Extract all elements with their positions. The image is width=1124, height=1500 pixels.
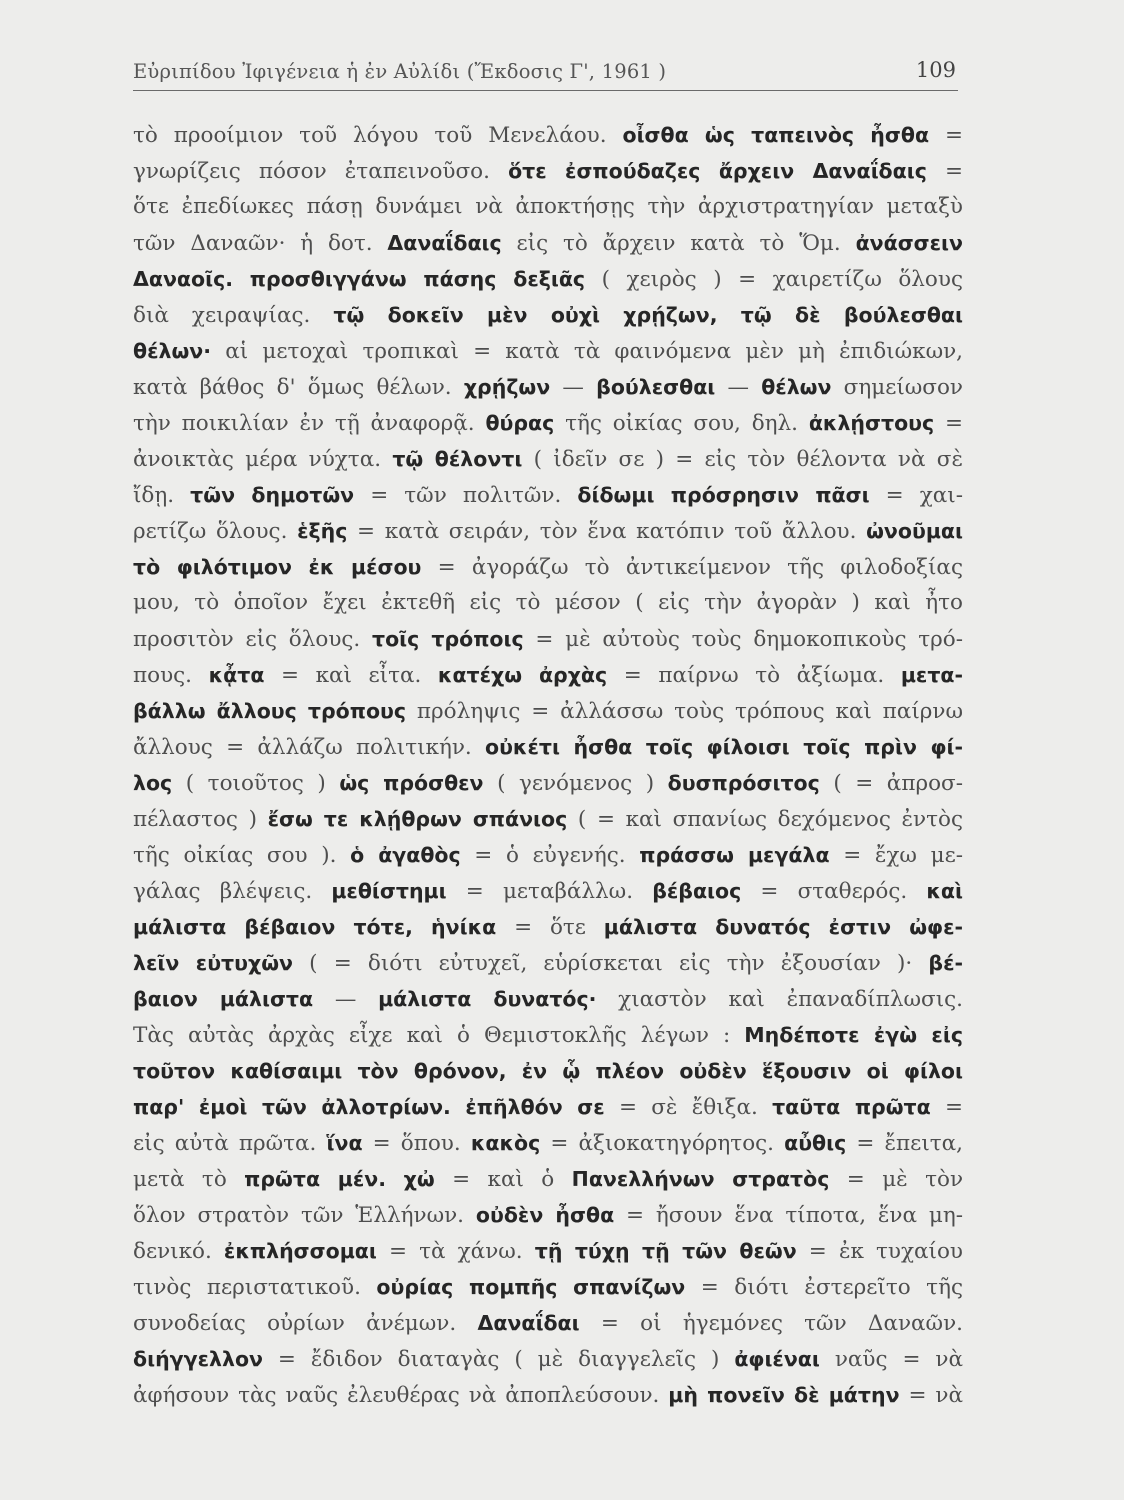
text-line <box>133 477 963 513</box>
lemma-term: ὠνοῦμαι <box>866 519 963 543</box>
gloss-text: ( = ἀπροσ- <box>819 771 963 796</box>
lemma-term: δίδωμι πρόσρησιν πᾶσι <box>577 483 870 507</box>
gloss-text: = <box>930 1095 963 1120</box>
text-line <box>133 513 963 549</box>
text-line <box>133 909 963 945</box>
lemma-term: βούλεσθαι <box>596 375 716 399</box>
lemma-term: θέλων <box>761 375 832 399</box>
lemma-term: ἔσω τε κλῄθρων σπάνιος <box>267 807 568 831</box>
page-number: 109 <box>915 58 956 82</box>
lemma-term: ἵνα <box>326 1131 363 1155</box>
lemma-term: βέ- <box>928 951 963 975</box>
gloss-text: = διότι ἐστερεῖτο τῆς <box>685 1275 963 1300</box>
lemma-term: μάλιστα δυνατός· <box>378 987 597 1011</box>
lemma-term: ὡς πρόσθεν <box>339 771 484 795</box>
gloss-text: πους. <box>133 663 209 688</box>
gloss-text: γάλας βλέψεις. <box>133 879 332 904</box>
lemma-term: καὶ <box>926 879 963 903</box>
text-line <box>133 1017 963 1053</box>
text-line <box>133 1125 963 1161</box>
gloss-text: προσιτὸν εἰς ὅλους. <box>133 627 373 652</box>
gloss-text: = ἀγοράζω τὸ ἀντικείμενον τῆς φιλοδοξίας <box>421 555 963 580</box>
gloss-text: = μὲ αὐτοὺς τοὺς δημοκοπικοὺς τρό- <box>523 627 963 652</box>
gloss-text: διὰ χειραψίας. <box>133 303 334 328</box>
gloss-text: = τῶν πολιτῶν. <box>354 483 578 508</box>
text-line <box>133 1341 963 1377</box>
commentary-body <box>133 117 963 1413</box>
gloss-text: ναῦς = νὰ <box>819 1347 963 1372</box>
gloss-text: = <box>926 159 963 184</box>
gloss-text: τῆς οἰκίας σου ). <box>133 843 351 868</box>
gloss-text: συνοδείας οὐρίων ἀνέμων. <box>133 1311 478 1336</box>
lemma-term: τῷ δοκεῖν μὲν οὐχὶ χρῄζων, τῷ δὲ βούλεσθαι <box>333 303 963 327</box>
gloss-text: = μεταβάλλω. <box>446 879 653 904</box>
text-line <box>133 621 963 657</box>
lemma-term: ἐκπλήσσομαι <box>223 1239 377 1263</box>
text-line <box>133 225 963 261</box>
lemma-term: Πανελλήνων στρατὸς <box>571 1167 830 1191</box>
lemma-term: Μηδέποτε ἐγὼ εἰς <box>744 1023 963 1047</box>
gloss-text: = καὶ εἶτα. <box>264 663 438 688</box>
gloss-text: ( γενόμενος ) <box>483 771 668 796</box>
gloss-text: = ὅπου. <box>362 1131 471 1156</box>
lemma-term: μεθίστημι <box>331 879 447 903</box>
gloss-text: ὅτε ἐπεδίωκες πάσῃ δυνάμει νὰ ἀποκτήσῃς τὴν ἀρχιστρατηγίαν μεταξὺ <box>133 194 963 219</box>
gloss-text: σημείωσον <box>831 375 963 400</box>
gloss-text: ἀφήσουν τὰς ναῦς ἐλευθέρας νὰ ἀποπλεύσουν. <box>133 1383 669 1408</box>
running-header <box>133 56 958 91</box>
text-line <box>133 1377 963 1413</box>
lemma-term: τοῦτον καθίσαιμι τὸν θρόνον, ἐν ᾧ πλέον οὐδὲν ἕξουσιν οἱ φίλοι <box>133 1059 963 1083</box>
gloss-text: ( ἰδεῖν σε ) = εἰς τὸν θέλοντα νὰ σὲ <box>522 447 963 472</box>
text-line <box>133 1197 963 1233</box>
gloss-text: ( = διότι εὐτυχεῖ, εὑρίσκεται εἰς τὴν ἐξουσίαν )· <box>292 951 929 976</box>
gloss-text: = <box>934 411 963 436</box>
lemma-term: βάλλω ἄλλους τρόπους <box>133 699 407 723</box>
lemma-term: οὐδὲν ἦσθα <box>475 1203 615 1227</box>
lemma-term: θέλων· <box>133 339 212 363</box>
gloss-text: = μὲ τὸν <box>829 1167 963 1192</box>
gloss-text: ρετίζω ὅλους. <box>133 519 298 544</box>
text-line <box>133 585 963 621</box>
gloss-text: κατὰ βάθος δ' ὅμως θέλων. <box>133 375 464 400</box>
gloss-text: τῆς οἰκίας σου, δηλ. <box>554 411 809 436</box>
lemma-term: παρ' ἐμοὶ τῶν ἀλλοτρίων. ἐπῆλθόν σε <box>133 1095 605 1119</box>
gloss-text: ἀνοικτὰς μέρα νύχτα. <box>133 447 393 472</box>
text-line <box>133 117 963 153</box>
lemma-term: ἀφιέναι <box>734 1347 820 1371</box>
text-line <box>133 1161 963 1197</box>
lemma-term: τῶν δημοτῶν <box>190 483 355 507</box>
text-line <box>133 1053 963 1089</box>
gloss-text: εἰς αὐτὰ πρῶτα. <box>133 1131 327 1156</box>
text-line <box>133 801 963 837</box>
lemma-term: λεῖν εὐτυχῶν <box>133 951 293 975</box>
text-line <box>133 441 963 477</box>
lemma-term: θύρας <box>485 411 555 435</box>
gloss-text: = ἔπειτα, <box>846 1131 963 1156</box>
text-line <box>133 765 963 801</box>
gloss-text: — <box>715 375 762 400</box>
gloss-text: = <box>929 123 963 148</box>
lemma-term: αὖθις <box>784 1131 847 1155</box>
text-line <box>133 297 963 333</box>
gloss-text: ( χειρὸς ) = χαιρετίζω ὅλους <box>585 267 963 292</box>
gloss-text: ὅλον στρατὸν τῶν Ἑλλήνων. <box>133 1203 476 1228</box>
text-line <box>133 549 963 585</box>
lemma-term: ἑξῆς <box>297 519 348 543</box>
lemma-term: Δαναΐδαις <box>387 231 502 255</box>
lemma-term: τῷ θέλοντι <box>392 447 523 471</box>
lemma-term: διήγγελλον <box>133 1347 263 1371</box>
text-line <box>133 189 963 225</box>
text-line <box>133 945 963 981</box>
gloss-text: πρόληψις = ἀλλάσσω τοὺς τρόπους καὶ παίρνω <box>406 699 963 724</box>
gloss-text: χιαστὸν καὶ ἐπαναδίπλωσις. <box>596 987 963 1012</box>
gloss-text: πέλαστος ) <box>133 807 268 832</box>
lemma-term: τὸ φιλότιμον ἐκ μέσου <box>133 555 422 579</box>
text-line <box>133 1305 963 1341</box>
gloss-text: = ἐκ τυχαίου <box>796 1239 963 1264</box>
header-title: Εὐριπίδου Ἰφιγένεια ἡ ἐν Αὐλίδι (Ἔκδοσις Γ', 1961 ) <box>133 60 667 83</box>
gloss-text: εἰς τὸ ἄρχειν κατὰ τὸ Ὅμ. <box>501 231 856 256</box>
lemma-term: κᾆτα <box>208 663 265 687</box>
lemma-term: Δαναΐδαι <box>477 1311 580 1335</box>
lemma-term: κακὸς <box>470 1131 541 1155</box>
lemma-term: βέβαιος <box>652 879 742 903</box>
gloss-text: = καὶ ὁ <box>434 1167 572 1192</box>
gloss-text: μετὰ τὸ <box>133 1167 245 1192</box>
gloss-text: = ἔχω με- <box>829 843 963 868</box>
lemma-term: μάλιστα βέβαιον τότε, ἡνίκα <box>133 915 497 939</box>
gloss-text: τινὸς περιστατικοῦ. <box>133 1275 377 1300</box>
gloss-text: ἴδῃ. <box>133 483 191 508</box>
gloss-text: — <box>550 375 597 400</box>
lemma-term: οἶσθα ὡς ταπεινὸς ἦσθα <box>622 123 930 147</box>
lemma-term: βαιον μάλιστα <box>133 987 314 1011</box>
text-line <box>133 693 963 729</box>
lemma-term: μετα- <box>900 663 963 687</box>
gloss-text: τὴν ποικιλίαν ἐν τῇ ἀναφορᾷ. <box>133 411 486 436</box>
text-line <box>133 405 963 441</box>
lemma-term: μὴ πονεῖν δὲ μάτην <box>668 1383 900 1407</box>
lemma-term: ἀνάσσειν <box>855 231 963 255</box>
lemma-term: ὅτε ἐσπούδαζες ἄρχειν Δαναΐδαις <box>508 159 927 183</box>
gloss-text: = ὁ εὐγενής. <box>460 843 640 868</box>
gloss-text: = σταθερός. <box>741 879 927 904</box>
text-line <box>133 729 963 765</box>
gloss-text: ( = καὶ σπανίως δεχόμενος ἐντὸς <box>567 807 963 832</box>
gloss-text: — <box>313 987 379 1012</box>
text-line <box>133 1089 963 1125</box>
gloss-text: = χαι- <box>869 483 963 508</box>
text-line <box>133 333 963 369</box>
lemma-term: λος <box>133 771 173 795</box>
gloss-text: = νὰ <box>899 1383 963 1408</box>
lemma-term: δυσπρόσιτος <box>667 771 820 795</box>
gloss-text: = ὅτε <box>496 915 604 940</box>
text-line <box>133 1269 963 1305</box>
gloss-text: ( τοιοῦτος ) <box>172 771 340 796</box>
gloss-text: = ἀξιοκατηγόρητος. <box>540 1131 785 1156</box>
lemma-term: οὐρίας πομπῆς σπανίζων <box>376 1275 686 1299</box>
gloss-text: = ἤσουν ἕνα τίποτα, ἕνα μη- <box>614 1203 963 1228</box>
lemma-term: Δαναοῖς. προσθιγγάνω πάσης δεξιᾶς <box>133 267 586 291</box>
gloss-text: τὸ προοίμιον τοῦ λόγου τοῦ Μενελάου. <box>133 123 623 148</box>
lemma-term: χρῄζων <box>463 375 551 399</box>
gloss-text: μου, τὸ ὁποῖον ἔχει ἐκτεθῆ εἰς τὸ μέσον ( εἰς τὴν ἀγορὰν ) καὶ ἦτο <box>133 590 963 615</box>
lemma-term: ἀκλῄστους <box>808 411 935 435</box>
text-line <box>133 1233 963 1269</box>
gloss-text: = παίρνω τὸ ἀξίωμα. <box>607 663 901 688</box>
text-line <box>133 837 963 873</box>
text-line <box>133 657 963 693</box>
text-line <box>133 981 963 1017</box>
text-line <box>133 261 963 297</box>
gloss-text: = κατὰ σειράν, τὸν ἕνα κατόπιν τοῦ ἄλλου. <box>347 519 867 544</box>
lemma-term: μάλιστα δυνατός ἐστιν ὠφε- <box>603 915 963 939</box>
text-line <box>133 153 963 189</box>
gloss-text: = τὰ χάνω. <box>376 1239 535 1264</box>
lemma-term: οὐκέτι ἦσθα τοῖς φίλοισι τοῖς πρὶν φί- <box>484 735 963 759</box>
gloss-text: Τὰς αὐτὰς ἀρχὰς εἶχε καὶ ὁ Θεμιστοκλῆς λέγων : <box>133 1023 745 1048</box>
gloss-text: γνωρίζεις πόσον ἐταπεινοῦσο. <box>133 159 509 184</box>
lemma-term: τῇ τύχῃ τῇ τῶν θεῶν <box>534 1239 797 1263</box>
lemma-term: πρῶτα μέν. χὠ <box>244 1167 435 1191</box>
gloss-text: ἄλλους = ἀλλάζω πολιτικήν. <box>133 735 485 760</box>
lemma-term: ὁ ἀγαθὸς <box>350 843 461 867</box>
gloss-text: τῶν Δαναῶν· ἡ δοτ. <box>133 231 388 256</box>
lemma-term: τοῖς τρόποις <box>372 627 524 651</box>
lemma-term: πράσσω μεγάλα <box>639 843 830 867</box>
text-line <box>133 873 963 909</box>
gloss-text: = οἱ ἡγεμόνες τῶν Δαναῶν. <box>579 1311 963 1336</box>
gloss-text: αἱ μετοχαὶ τροπικαὶ = κατὰ τὰ φαινόμενα μὲν μὴ ἐπιδιώκων, <box>211 339 963 364</box>
gloss-text: δενικό. <box>133 1239 224 1264</box>
lemma-term: ταῦτα πρῶτα <box>772 1095 931 1119</box>
gloss-text: = σὲ ἔθιξα. <box>604 1095 773 1120</box>
lemma-term: κατέχω ἀρχὰς <box>437 663 608 687</box>
gloss-text: = ἔδιδον διαταγὰς ( μὲ διαγγελεῖς ) <box>263 1347 735 1372</box>
text-line <box>133 369 963 405</box>
